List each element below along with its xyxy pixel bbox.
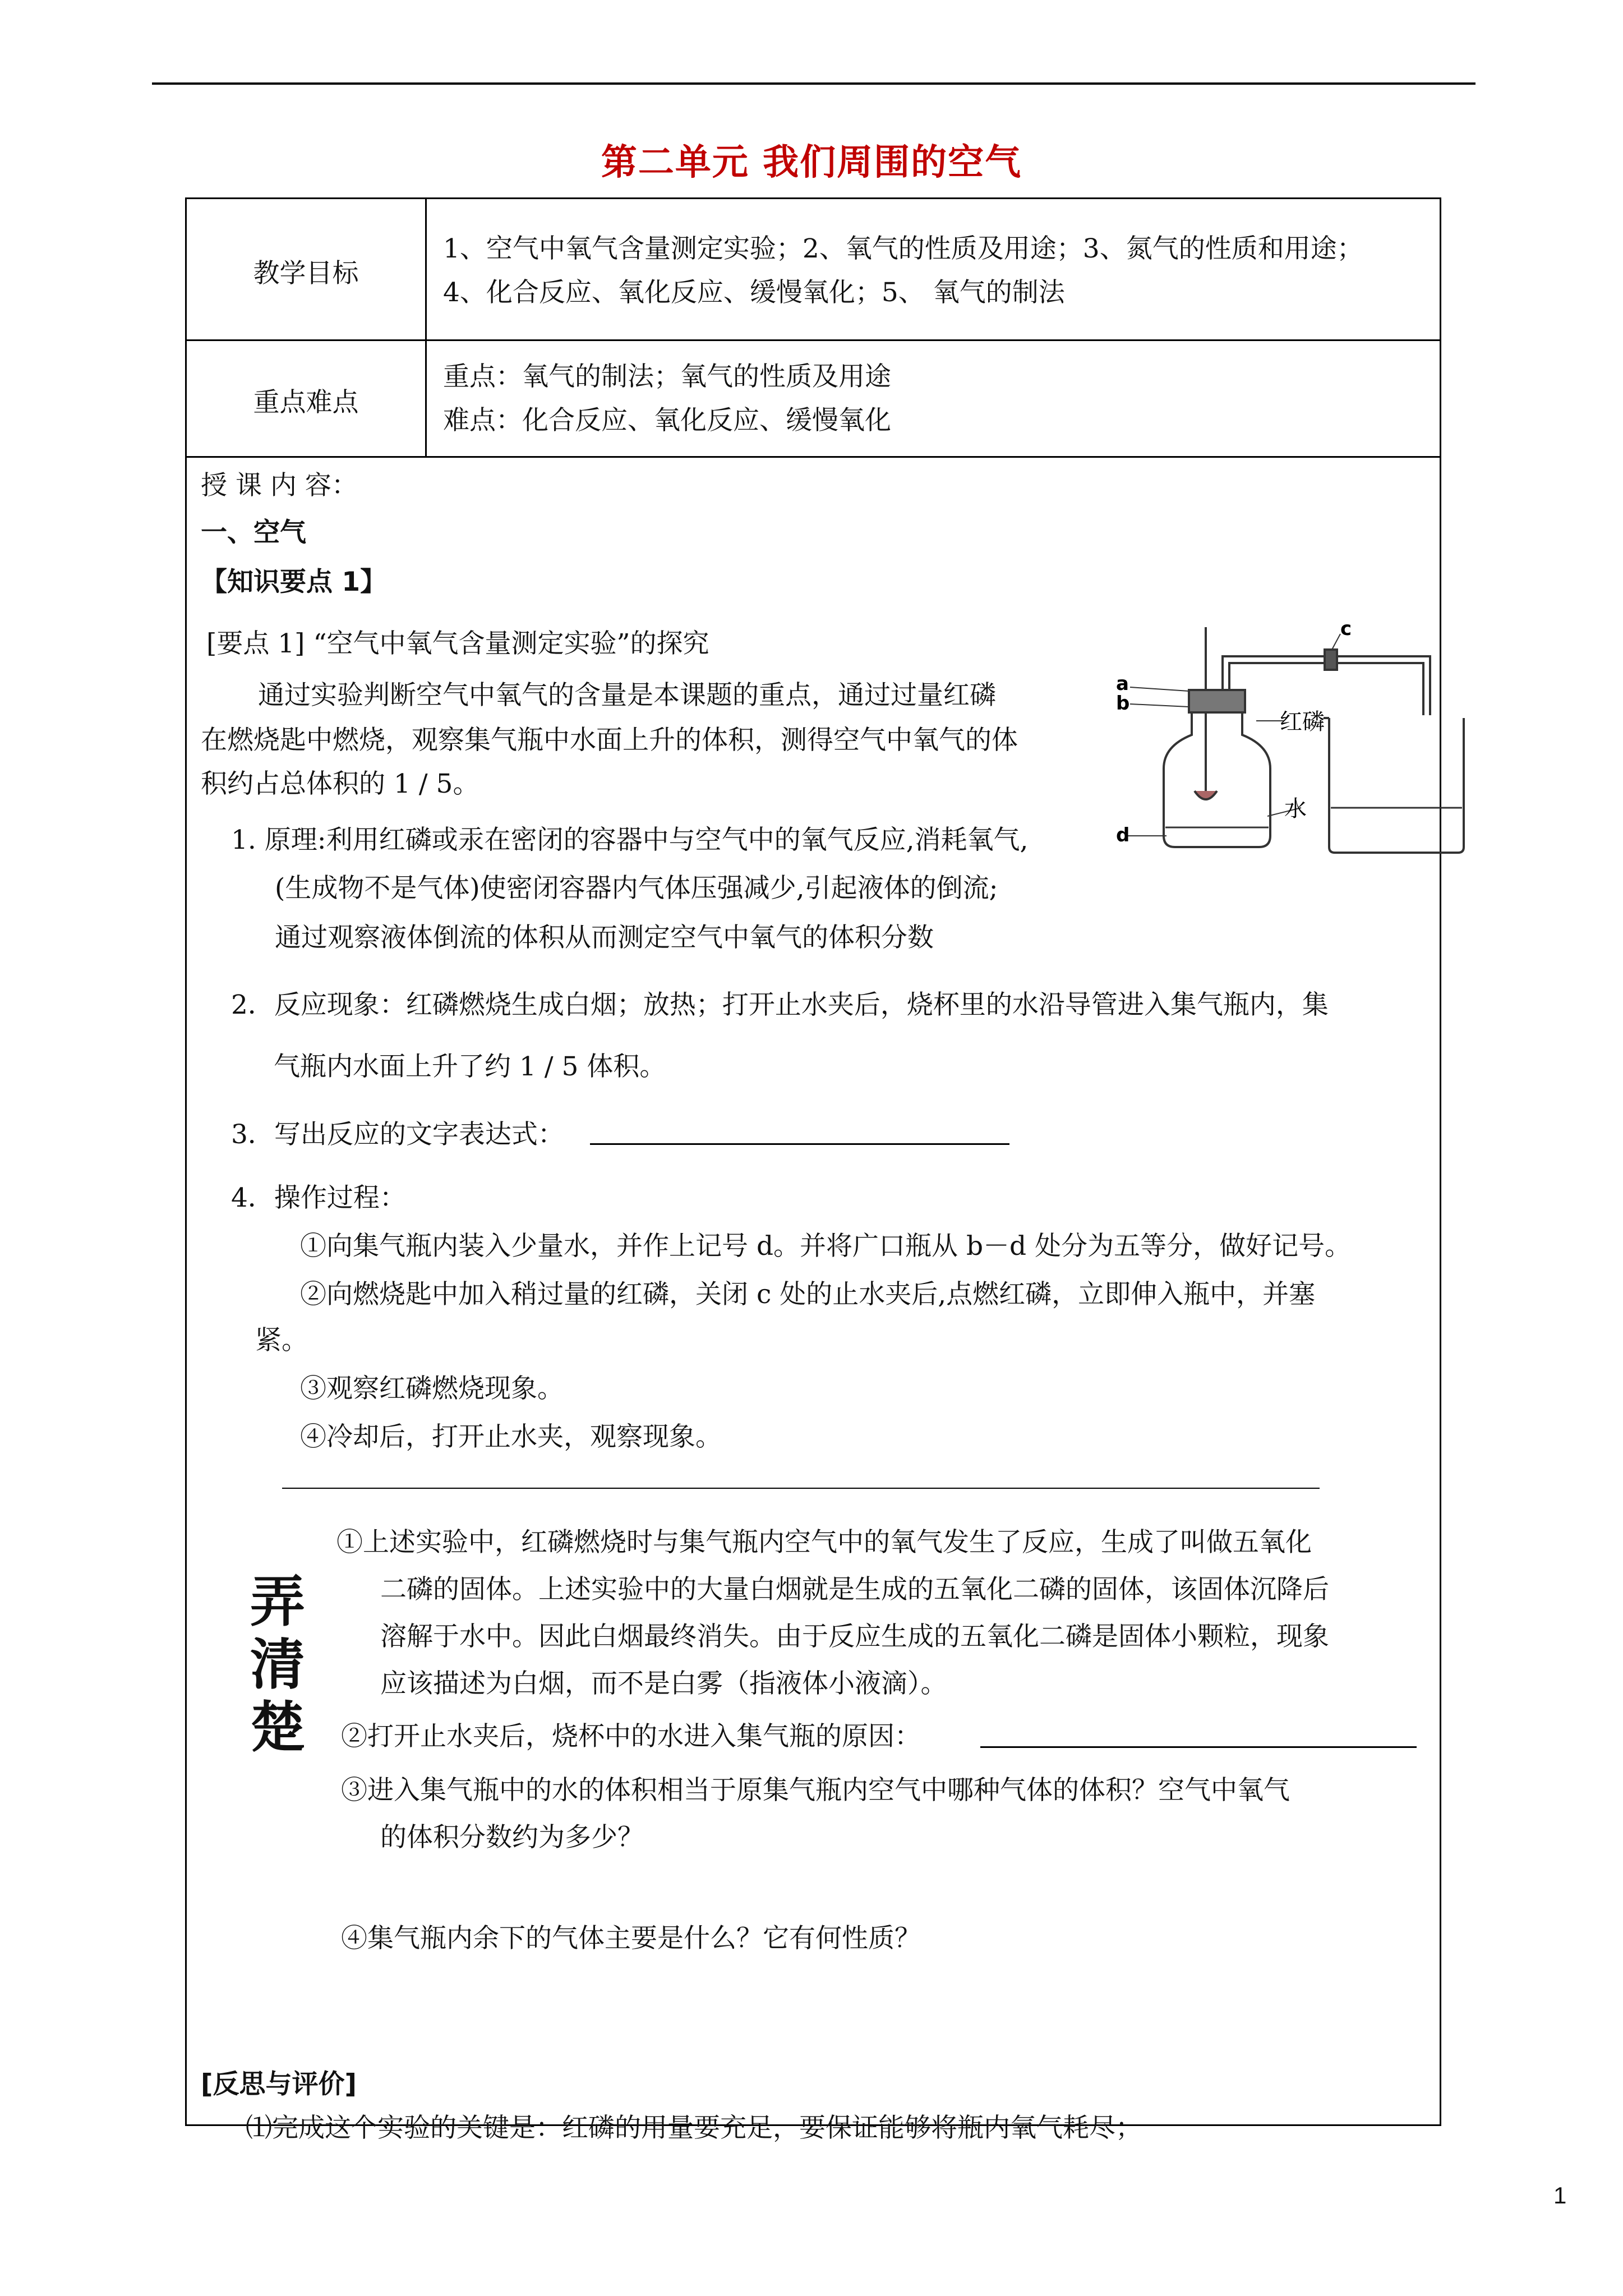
item3: 3．写出反应的文字表达式： xyxy=(231,1119,564,1150)
label-a: a xyxy=(1116,673,1129,695)
goals-label: 教学目标 xyxy=(253,258,359,289)
beaker xyxy=(1329,718,1464,853)
knowledge-title: 【知识要点 1】 xyxy=(201,567,387,597)
side-word xyxy=(247,1571,308,1759)
label-d: d xyxy=(1116,824,1130,846)
item1-line: (生成物不是气体)使密闭容器内气体压强减少,引起液体的倒流; xyxy=(275,873,998,904)
side-char: 弄 xyxy=(250,1570,305,1634)
q2: ②打开止水夹后，烧杯中的水进入集气瓶的原因： xyxy=(341,1721,921,1752)
content-intro: 授 课 内 容： xyxy=(201,470,358,501)
section-separator xyxy=(282,1488,1320,1489)
goals-line: 1、空气中氧气含量测定实验；2、氧气的性质及用途；3、氮气的性质和用途； xyxy=(443,233,1363,264)
label-phosphorus: 红磷 xyxy=(1280,709,1325,735)
row-divider-2 xyxy=(185,456,1441,458)
q1-line: ①上述实验中，红磷燃烧时与集气瓶内空气中的氧气发生了反应，生成了叫做五氧化 xyxy=(336,1527,1312,1558)
header-rule xyxy=(152,82,1476,85)
stopper xyxy=(1189,690,1245,712)
reflect-title: [反思与评价] xyxy=(201,2069,357,2100)
step-1: ①向集气瓶内装入少量水，并作上记号 d。并将广口瓶从 b－d 处分为五等分，做好记号。 xyxy=(300,1231,1352,1262)
keypoints-line: 难点：化合反应、氧化反应、缓慢氧化 xyxy=(443,405,891,436)
keypoints-content xyxy=(443,355,891,443)
q3-line: 的体积分数约为多少？ xyxy=(380,1822,644,1853)
para-line: 通过实验判断空气中氧气的含量是本课题的重点，通过过量红磷 xyxy=(258,680,996,711)
step-4: ④冷却后，打开止水夹，观察现象。 xyxy=(300,1421,722,1452)
experiment-apparatus-figure xyxy=(1116,623,1486,898)
item1-line: 1. 原理:利用红磷或汞在密闭的容器中与空气中的氧气反应,消耗氧气, xyxy=(231,825,1029,855)
lesson-table xyxy=(185,197,1441,2126)
step-2-cont: 紧。 xyxy=(255,1325,308,1356)
q1-line: 溶解于水中。因此白烟最终消失。由于反应生成的五氧化二磷是固体小颗粒，现象 xyxy=(380,1621,1329,1652)
goals-line: 4、化合反应、氧化反应、缓慢氧化；5、 氧气的制法 xyxy=(443,277,1065,308)
item2-line: 2．反应现象：红磷燃烧生成白烟；放热；打开止水夹后，烧杯里的水沿导管进入集气瓶内，集 xyxy=(231,990,1329,1020)
side-char: 清 xyxy=(250,1633,305,1697)
q4: ④集气瓶内余下的气体主要是什么？它有何性质？ xyxy=(341,1923,921,1954)
step-2: ②向燃烧匙中加入稍过量的红磷，关闭 c 处的止水夹后,点燃红磷，立即伸入瓶中，并塞 xyxy=(300,1279,1316,1310)
q1-line: 二磷的固体。上述实验中的大量白烟就是生成的五氧化二磷的固体，该固体沉降后 xyxy=(380,1574,1329,1605)
page-number: 1 xyxy=(1553,2182,1567,2208)
item1-line: 通过观察液体倒流的体积从而测定空气中氧气的体积分数 xyxy=(275,922,934,953)
q3-line: ③进入集气瓶中的水的体积相当于原集气瓶内空气中哪种气体的体积？空气中氧气 xyxy=(341,1775,1290,1806)
goals-content xyxy=(443,227,1363,315)
keypoints-label: 重点难点 xyxy=(253,387,359,418)
para-line: 在燃烧匙中燃烧，观察集气瓶中水面上升的体积，测得空气中氧气的体 xyxy=(201,725,1018,756)
page-title: 第二单元 我们周围的空气 xyxy=(601,142,1022,183)
keypoints-line: 重点：氧气的制法；氧气的性质及用途 xyxy=(443,361,891,392)
column-divider xyxy=(425,197,427,457)
label-b: b xyxy=(1116,692,1130,715)
reflect-item-1: ⑴完成这个实验的关键是：红磷的用量要充足，要保证能够将瓶内氧气耗尽； xyxy=(246,2113,1142,2143)
step-3: ③观察红磷燃烧现象。 xyxy=(300,1373,564,1404)
label-water: 水 xyxy=(1284,796,1307,822)
combustion-spoon xyxy=(1195,791,1217,799)
side-char: 楚 xyxy=(250,1696,305,1760)
point-title: [要点 1] “空气中氧气含量测定实验”的探究 xyxy=(206,628,709,659)
answer-blank-equation[interactable] xyxy=(590,1143,1009,1145)
label-c: c xyxy=(1340,623,1352,640)
clamp xyxy=(1325,650,1337,670)
row-divider-1 xyxy=(185,339,1441,341)
section-heading: 一、空气 xyxy=(201,517,306,548)
answer-blank-reason[interactable] xyxy=(980,1746,1417,1748)
para-line: 积约占总体积的 1 / 5。 xyxy=(201,769,479,799)
item2-line: 气瓶内水面上升了约 1 / 5 体积。 xyxy=(274,1051,666,1082)
item4: 4．操作过程： xyxy=(231,1182,406,1213)
q1-line: 应该描述为白烟，而不是白雾（指液体小液滴）。 xyxy=(380,1668,947,1699)
